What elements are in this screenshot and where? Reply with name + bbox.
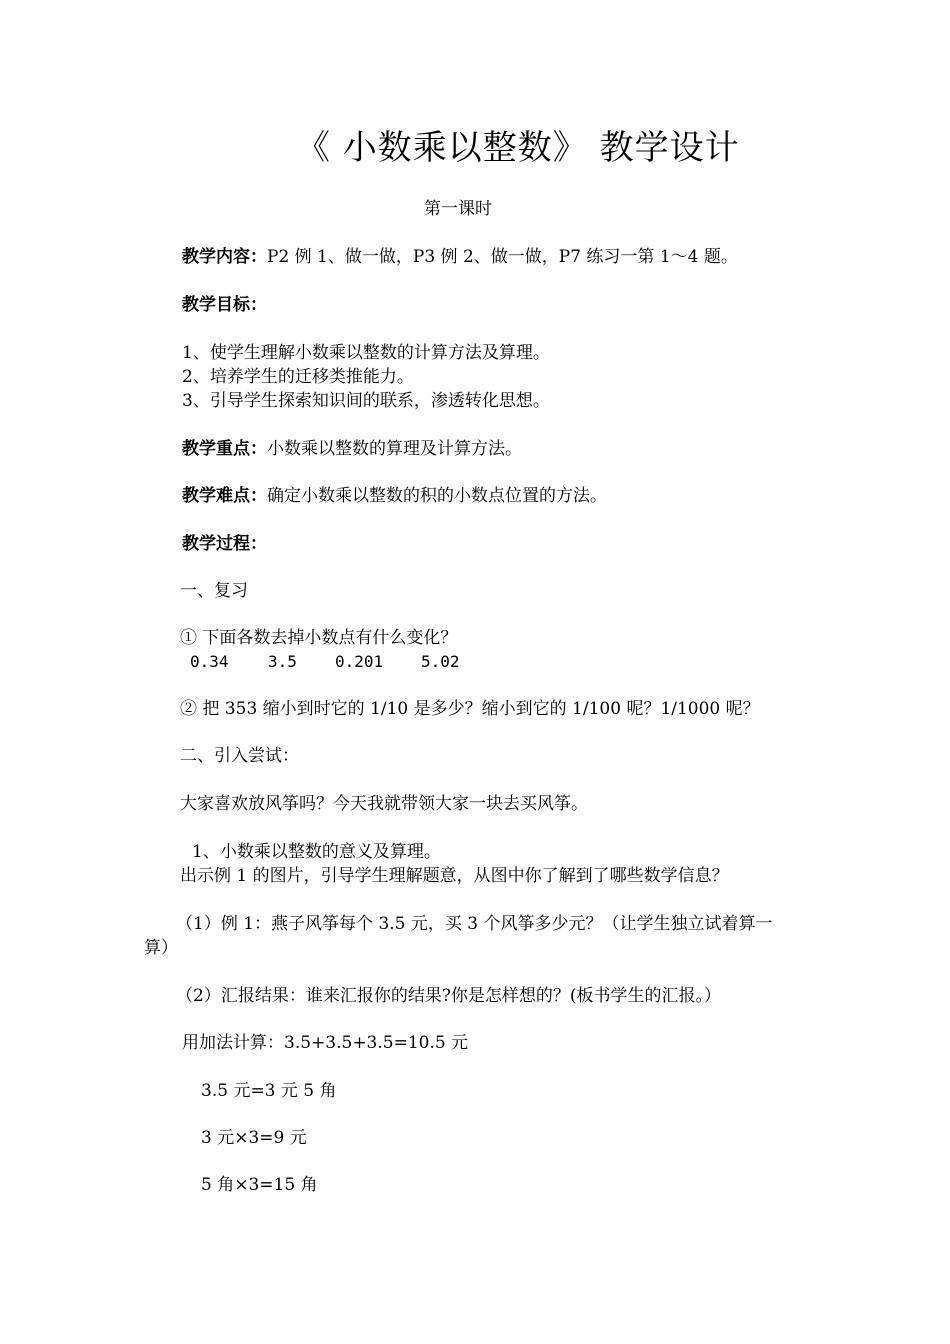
calc-step: 3.5 元=3 元 5 角 xyxy=(201,1081,337,1101)
intro-line: 大家喜欢放风筝吗？今天我就带领大家一块去买风筝。 xyxy=(180,794,588,814)
review-heading: 一、复习 xyxy=(180,581,248,601)
objectives-label: 教学目标： xyxy=(182,295,267,315)
calc-step: 3 元×3=9 元 xyxy=(201,1128,307,1148)
review-number: 0.34 xyxy=(190,652,229,671)
review-number: 0.201 xyxy=(335,652,384,671)
key-point xyxy=(182,438,522,460)
example-1: （1）例 1：燕子风筝每个 3.5 元，买 3 个风筝多少元？（让学生独立试着算一 xyxy=(176,914,773,934)
document-title: 《 小数乘以整数》 教学设计 xyxy=(296,128,740,168)
example-1-continued: 算） xyxy=(144,938,178,958)
difficulty xyxy=(182,485,607,507)
calc-step: 5 角×3=15 角 xyxy=(201,1175,318,1195)
review-number: 5.02 xyxy=(421,652,460,671)
objective-item: 3、引导学生探索知识间的联系，渗透转化思想。 xyxy=(182,391,550,411)
addition-calc: 用加法计算：3.5+3.5+3.5=10.5 元 xyxy=(182,1033,469,1053)
review-question-1: ① 下面各数去掉小数点有什么变化？ xyxy=(180,628,458,648)
objective-item: 2、培养学生的迁移类推能力。 xyxy=(182,367,414,387)
difficulty-text: 确定小数乘以整数的积的小数点位置的方法。 xyxy=(267,486,607,506)
review-numbers xyxy=(190,651,460,673)
review-question-2: ② 把 353 缩小到时它的 1/10 是多少？缩小到它的 1/100 呢？1/1000 呢？ xyxy=(180,699,760,719)
key-point-text: 小数乘以整数的算理及计算方法。 xyxy=(267,439,522,459)
objective-item: 1、使学生理解小数乘以整数的计算方法及算理。 xyxy=(182,343,550,363)
process-label: 教学过程： xyxy=(182,534,267,554)
teaching-content-text: P2 例 1、做一做，P3 例 2、做一做，P7 练习一第 1～4 题。 xyxy=(267,247,738,267)
review-number: 3.5 xyxy=(268,652,297,671)
difficulty-label: 教学难点： xyxy=(182,486,267,506)
teaching-content xyxy=(182,246,738,268)
teaching-content-label: 教学内容： xyxy=(182,247,267,267)
example-2: （2）汇报结果：谁来汇报你的结果?你是怎样想的？(板书学生的汇报。） xyxy=(176,986,722,1006)
intro-subsection: 1、小数乘以整数的意义及算理。 xyxy=(192,842,441,862)
intro-heading: 二、引入尝试： xyxy=(180,746,299,766)
key-point-label: 教学重点： xyxy=(182,439,267,459)
intro-subsection-text: 出示例 1 的图片，引导学生理解题意，从图中你了解到了哪些数学信息？ xyxy=(180,866,729,886)
lesson-label: 第一课时 xyxy=(424,199,492,219)
